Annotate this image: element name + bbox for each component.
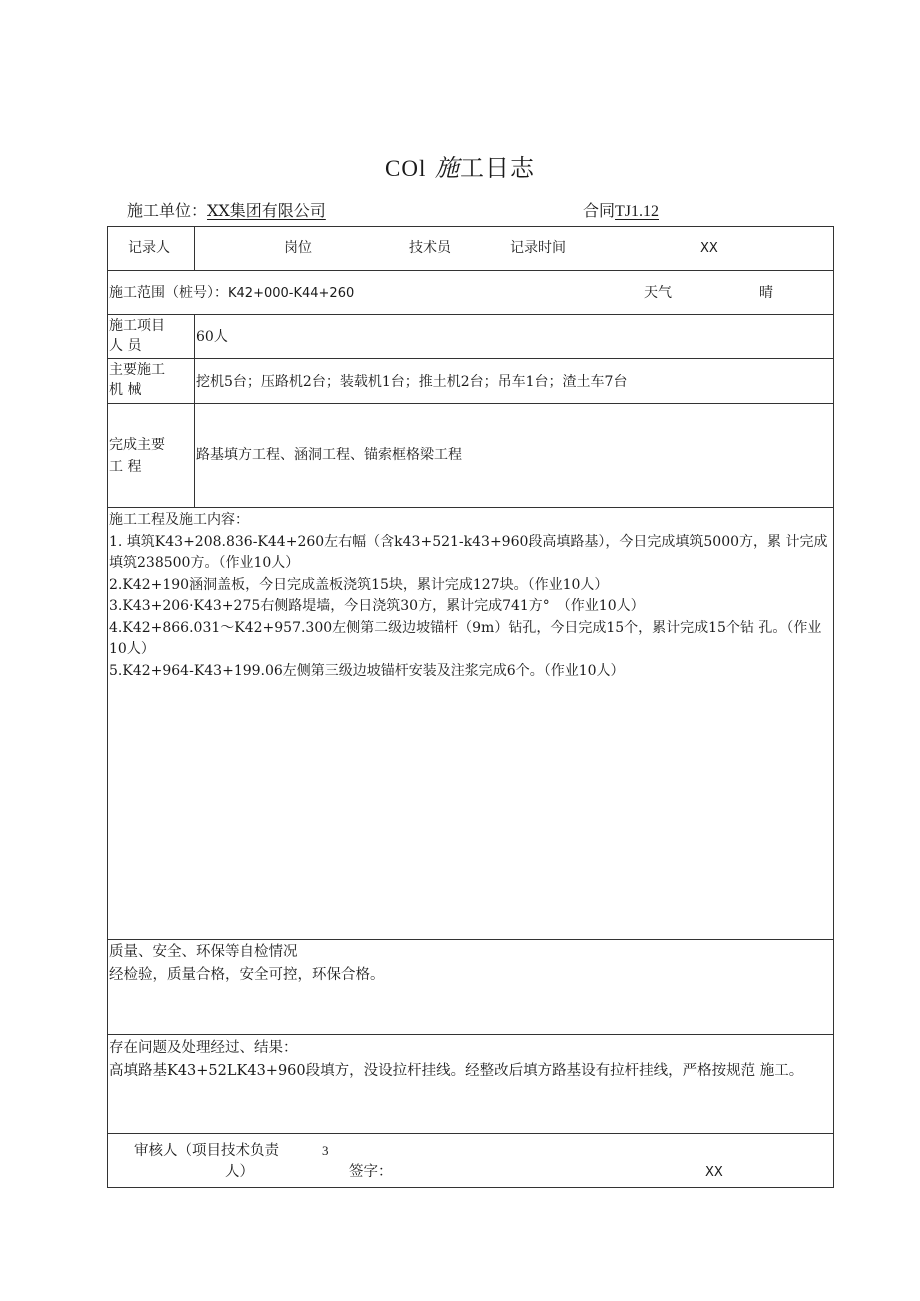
column-divider <box>194 227 195 270</box>
main-works-label-line1: 完成主要 <box>109 437 165 453</box>
personnel-value: 60人 <box>196 329 228 345</box>
quality-section <box>109 941 831 987</box>
reviewer-mark: 3 <box>322 1143 329 1158</box>
construction-unit <box>127 198 326 221</box>
construction-item-3: 3.K43+206·K43+275右侧路堤墙，今日浇筑30方，累计完成741方° （作业10人） <box>109 598 645 614</box>
issues-value: 高填路基K43+52LK43+960段填方，没设拉杆挂线。经整改后填方路基设有拉杆挂线，严格按规范 施工。 <box>109 1063 804 1079</box>
main-works-value: 路基填方工程、涵洞工程、锚索框格梁工程 <box>196 447 462 463</box>
title-italic-char: 施 <box>434 154 460 182</box>
quality-heading: 质量、安全、环保等自检情况 <box>109 944 298 960</box>
personnel-label-line2: 人 员 <box>109 338 142 354</box>
reviewer-label-line1: 审核人（项目技术负责 <box>134 1143 279 1159</box>
personnel-label <box>109 316 165 356</box>
weather-value: 晴 <box>759 285 773 301</box>
contract-label: 合同 <box>583 201 616 220</box>
position-label: 岗位 <box>284 240 312 256</box>
construction-unit-value: XX集团有限公司 <box>207 201 326 220</box>
row-divider <box>108 1034 833 1035</box>
contract-value: TJ1.12 <box>615 203 660 220</box>
construction-heading: 施工工程及施工内容： <box>109 512 249 528</box>
main-works-label <box>109 434 165 478</box>
machinery-label-line2: 机 械 <box>109 382 142 398</box>
log-table <box>107 226 834 1188</box>
construction-content <box>109 510 831 682</box>
row-divider <box>108 403 833 404</box>
construction-item-1: 1. 填筑K43+208.836-K44+260左右幅（含k43+521-k43+960段高填路基），今日完成填筑5000方，累 计完成填筑238500方。（作业10人） <box>109 533 828 571</box>
machinery-label-line1: 主要施工 <box>109 362 165 378</box>
row-divider <box>108 270 833 271</box>
issues-section <box>109 1037 831 1083</box>
record-time-value: XX <box>700 241 718 256</box>
row-divider <box>108 1133 833 1134</box>
personnel-label-line1: 施工项目 <box>109 318 165 334</box>
row-divider <box>108 358 833 359</box>
construction-item-5: 5.K42+964-K43+199.06左侧第三级边坡锚杆安装及注浆完成6个。（作业10人） <box>109 662 625 679</box>
construction-scope <box>109 283 354 304</box>
title-code: COl <box>385 156 427 181</box>
issues-heading: 存在问题及处理经过、结果： <box>109 1040 298 1056</box>
scope-value: K42+000-K44+260 <box>228 286 355 301</box>
record-time-label: 记录时间 <box>510 240 566 256</box>
construction-unit-label: 施工单位： <box>127 201 208 220</box>
row-divider <box>108 939 833 940</box>
column-divider <box>194 314 195 507</box>
contract <box>583 198 659 221</box>
quality-value: 经检验，质量合格，安全可控，环保合格。 <box>109 967 385 983</box>
construction-item-2: 2.K42+190涵洞盖板，今日完成盖板浇筑15块，累计完成127块。（作业10人） <box>109 576 609 593</box>
reviewer-label-line2: 人） <box>225 1164 254 1180</box>
signature-label: 签字： <box>349 1164 393 1180</box>
machinery-label <box>109 360 165 400</box>
recorder-label: 记录人 <box>128 240 170 256</box>
construction-item-4: 4.K42+866.031～K42+957.300左侧第二级边坡锚杆（9m）钻孔，今日完成15个，累计完成15个钻 孔。（作业10人） <box>109 619 822 657</box>
row-divider <box>108 314 833 315</box>
main-works-label-line2: 工 程 <box>109 459 142 475</box>
machinery-value: 挖机5台；压路机2台；装载机1台；推土机2台；吊车1台；渣土车7台 <box>196 374 628 390</box>
position-value: 技术员 <box>409 240 451 256</box>
signature-value: XX <box>705 1165 723 1180</box>
page-title <box>0 148 920 183</box>
title-rest: 工日志 <box>459 154 535 182</box>
row-divider <box>108 507 833 508</box>
weather-label: 天气 <box>644 285 672 301</box>
scope-label: 施工范围（桩号）： <box>109 285 228 301</box>
